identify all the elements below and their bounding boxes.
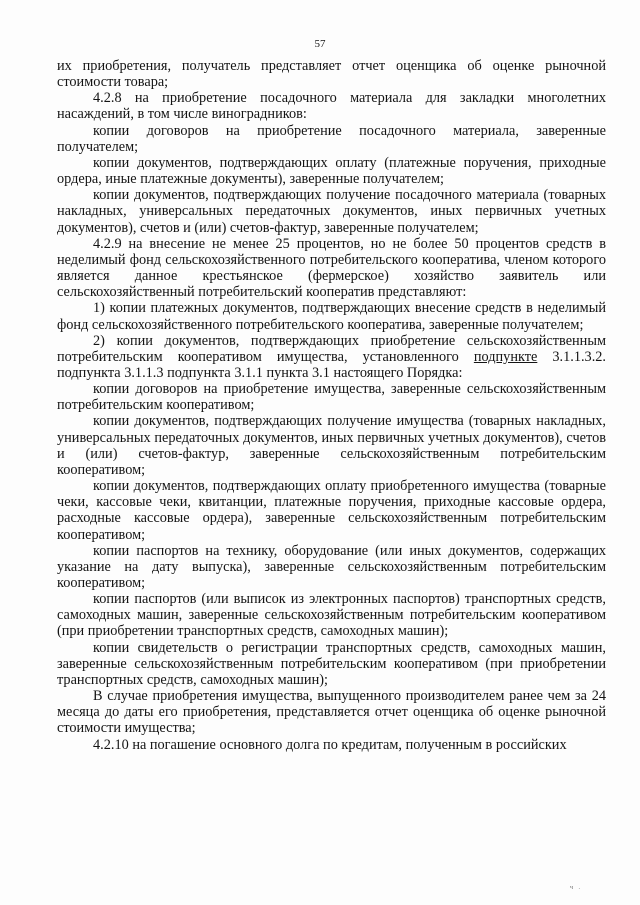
paragraph [57,90,606,122]
paragraph [57,478,606,543]
body-text [57,58,606,753]
paragraph [57,187,606,235]
paragraph [57,640,606,688]
paragraph-text: копии паспортов на технику, оборудование (или иных документов, содержащих указание на дату выпуска), заверенные сельскохозяйственным потребительским кооперативом; [57,542,606,591]
paragraph-text: копии договоров на приобретение посадочного материала, заверенные получателем; [57,122,606,155]
paragraph [57,591,606,639]
paragraph-text: 1) копии платежных документов, подтверждающих внесение средств в неделимый фонд сельскохозяйственного потребительского кооператива, заверенные получателем; [57,300,606,333]
paragraph [57,333,606,381]
paragraph-text: копии паспортов (или выписок из электронных паспортов) транспортных средств, самоходных машин, заверенные сельскохозяйственным потребительским кооперативом (при приобретении транспортных средств, самоходных машин); [57,591,606,640]
paragraph [57,300,606,332]
paragraph [57,236,606,301]
paragraph [57,737,606,753]
paragraph-text: В случае приобретения имущества, выпущенного производителем ранее чем за 24 месяца до даты его приобретения, представляется отчет оценщика об оценке рыночной стоимости имущества; [57,688,606,737]
paragraph [57,543,606,591]
paragraph [57,123,606,155]
paragraph-text: 3.1.1.3.2. подпункта 3.1.1.3 подпункта 3.1.1 пункта 3.1 настоящего Порядка: [57,348,606,381]
paragraph [57,58,606,90]
paragraph [57,688,606,736]
paragraph-text: копии документов, подтверждающих получение посадочного материала (товарных накладных, универсальных передаточных документов, иных первичных учетных документов), счетов и (или) счетов-фактур, заверенные получателем; [57,187,606,236]
paragraph-text: 2) копии документов, подтверждающих приобретение сельскохозяйственным потребительским кооперативом имущества, установленного [57,332,606,365]
paragraph-text: 4.2.9 на внесение не менее 25 процентов, но не более 50 процентов средств в неделимый фонд сельскохозяйственного потребительского кооператива, членом которого является данное крестьянское (фермерское) хозяйство заявитель или сельскохозяйственный потребительский кооператив представляют: [57,235,606,301]
paragraph-text: 4.2.8 на приобретение посадочного материала для закладки многолетних насаждений, в том числе виноградников: [57,90,606,123]
paragraph-text: копии свидетельств о регистрации транспортных средств, самоходных машин, заверенные сельскохозяйственным потребительским кооперативом (при приобретении транспортных средств, самоходных машин); [57,639,606,688]
paragraph-text: копии документов, подтверждающих оплату (платежные поручения, приходные ордера, иные платежные документы), заверенные получателем; [57,154,606,188]
paragraph [57,413,606,478]
corner-scan-mark: ч . [569,885,582,891]
paragraph-text: копии документов, подтверждающих оплату приобретенного имущества (товарные чеки, кассовые чеки, квитанции, платежные поручения, приходные кассовые ордера, расходные кассовые ордера), заверенные сельскохозяйственным потребительским кооперативом; [57,478,606,543]
page-number: 57 [314,38,326,50]
paragraph [57,155,606,187]
paragraph-text: копии договоров на приобретение имущества, заверенные сельскохозяйственным потребительским кооперативом; [57,381,606,414]
underlined-reference: подпункте [473,348,538,365]
paragraph [57,381,606,413]
paragraph-text: 4.2.10 на погашение основного долга по кредитам, полученным в российских [93,736,567,753]
paragraph-text: копии документов, подтверждающих получение имущества (товарных накладных, универсальных передаточных документов, иных первичных учетных документов), счетов и (или) счетов-фактур, заверенные сельскохозяйственным потребительским кооперативом; [57,413,606,478]
paragraph-text: их приобретения, получатель представляет отчет оценщика об оценке рыночной стоимости товара; [57,58,606,91]
